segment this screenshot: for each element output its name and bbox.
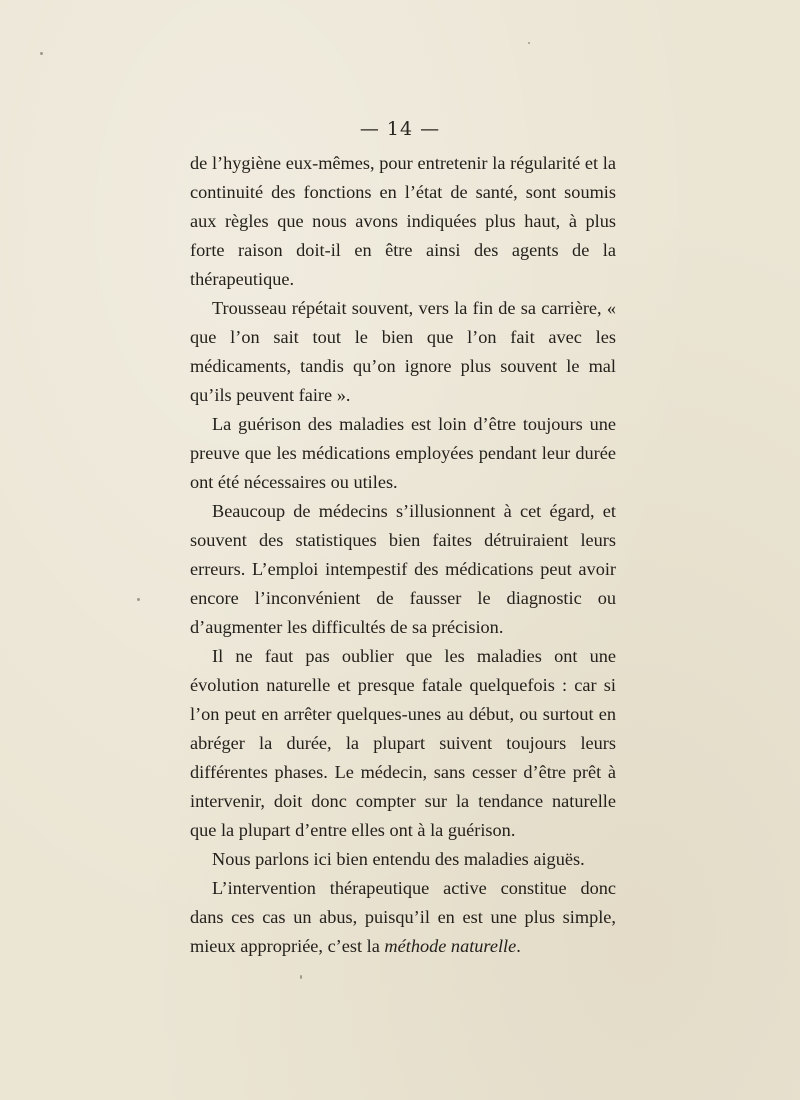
paper-speck [137,598,140,601]
paragraph-tail: . [516,936,521,956]
emphasized-term: méthode naturelle [384,936,517,956]
paper-speck [300,975,302,979]
paragraph: Trousseau répétait souvent, vers la fin de sa carrière, « que l’on sait tout le bien que l’on fait avec les médicaments, tandis qu’on ignore plus souvent le mal qu’ils peuvent faire ». [190,298,616,405]
paragraph: Nous parlons ici bien entendu des maladies aiguës. [212,849,585,869]
paper-speck [528,42,530,44]
page-number: — 14 — [359,118,441,140]
paragraph: de l’hygiène eux-mêmes, pour entretenir la régularité et la continuité des fonctions en l’état de santé, sont soumis aux règles que nous avons indiquées plus haut, à plus forte raison doit-il en être ainsi des agents de la thérapeutique. [190,153,616,289]
paragraph: La guérison des maladies est loin d’être toujours une preuve que les médications employées pendant leur durée ont été nécessaires ou utiles. [190,414,616,492]
paragraph: Beaucoup de médecins s’illusionnent à cet égard, et souvent des statistiques bien faites détruiraient leurs erreurs. L’emploi intempestif des médications peut avoir encore l’inconvénient de fausser le diagnostic ou d’augmenter les difficultés de sa précision. [190,501,616,637]
paragraph-final [190,874,616,961]
paper-speck [40,52,43,55]
body-text [190,149,616,961]
paragraph: Il ne faut pas oublier que les maladies ont une évolution naturelle et presque fatale quelquefois : car si l’on peut en arrêter quelques-unes au début, ou surtout en abréger la durée, la plupart suivent toujours leurs différentes phases. Le médecin, sans cesser d’être prêt à intervenir, doit donc compter sur la tendance naturelle que la plupart d’entre elles ont à la guérison. [190,646,616,840]
paragraph-text: L’intervention thérapeutique active constitue donc dans ces cas un abus, puisqu’il en est une plus simple, mieux appropriée, c’est la [190,878,616,956]
